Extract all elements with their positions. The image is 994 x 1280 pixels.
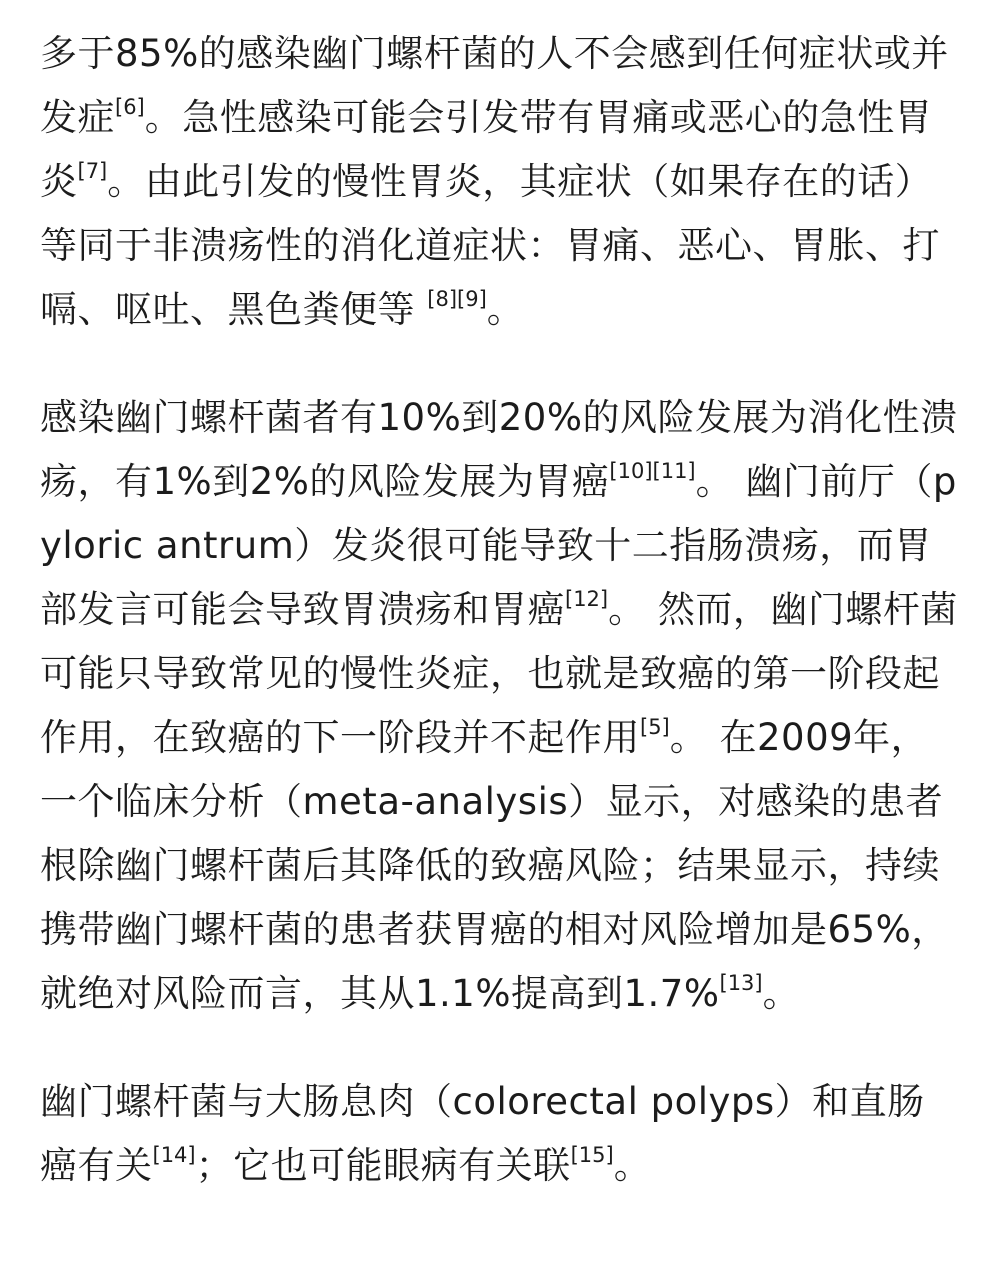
paragraph-associations [40,1070,958,1198]
text-span: 幽门螺杆菌与大肠息肉（colorectal polyps）和直肠癌有关 [40,1080,925,1187]
citation-ref[interactable]: [10][11] [609,459,696,483]
citation-ref[interactable]: [6] [115,95,145,119]
text-span: 。 [762,972,801,1015]
citation-ref[interactable]: [7] [77,159,108,183]
text-span: 。由此引发的慢性胃炎，其症状（如果存在的话）等同于非溃疡性的消化道症状：胃痛、恶心、胃胀、打嗝、呕吐、黑色粪便等 [40,160,940,331]
text-span: ；它也可能眼病有关联 [195,1144,571,1187]
citation-ref[interactable]: [15] [570,1143,614,1167]
text-span: 。 在2009年，一个临床分析（meta-analysis）显示，对感染的患者根除幽门螺杆菌后其降低的致癌风险；结果显示，持续携带幽门螺杆菌的患者获胃癌的相对风险增加是65%，就绝对风险而言，其从1.1%提高到1.7% [40,716,949,1015]
citation-ref[interactable]: [13] [719,971,763,995]
citation-ref[interactable]: [5] [640,715,670,739]
citation-ref[interactable]: [14] [152,1143,196,1167]
article-body [40,22,958,1198]
paragraph-symptoms [40,22,958,342]
text-span: 。 然而，幽门螺杆菌可能只导致常见的慢性炎症，也就是致癌的第一阶段起作用，在致癌的下一阶段并不起作用 [40,588,958,759]
text-span: 多于85%的感染幽门螺杆菌的人不会感到任何症状或并发症 [40,32,949,139]
paragraph-risks [40,386,958,1026]
citation-ref[interactable]: [12] [565,587,609,611]
text-span: 。 [613,1144,652,1187]
text-span: 感染幽门螺杆菌者有10%到20%的风险发展为消化性溃疡，有1%到2%的风险发展为胃癌 [40,396,958,503]
text-span: 。急性感染可能会引发带有胃痛或恶心的急性胃炎 [40,96,933,203]
citation-ref[interactable]: [8][9] [427,287,487,311]
text-span: 。 幽门前厅（pyloric antrum）发炎很可能导致十二指肠溃疡，而胃部发言可能会导致胃溃疡和胃癌 [40,460,957,631]
text-span: 。 [486,288,525,331]
